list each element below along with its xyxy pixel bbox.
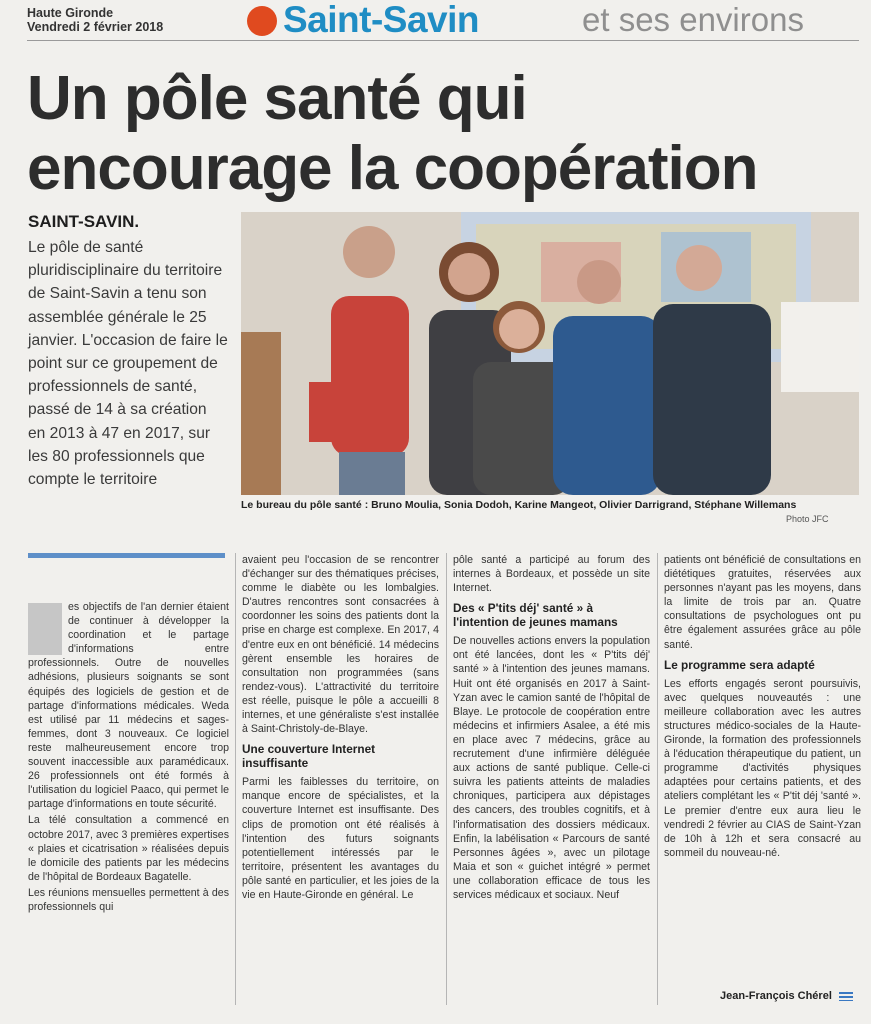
dateline: SAINT-SAVIN. bbox=[28, 212, 140, 231]
headline-line-2: encourage la coopération bbox=[27, 134, 758, 203]
masthead bbox=[0, 0, 871, 40]
lede-divider bbox=[28, 553, 225, 558]
lede-block bbox=[28, 212, 228, 491]
photo-illustration bbox=[241, 212, 859, 495]
column-divider bbox=[235, 553, 236, 1005]
paragraph: La télé consultation a commencé en octobre 2017, avec 3 premières expertises « plaies et cicatrisation » réalisées depuis le domicile des patients par les médecins de l'hôpital de Bordeaux Bagatelle. bbox=[28, 814, 229, 883]
issue-date: Vendredi 2 février 2018 bbox=[27, 20, 164, 34]
paragraph: De nouvelles actions envers la population ont été lancées, dont les « P'tits déj' santé » à l'intention des jeunes mamans. Huit ont été organisés en 2017 à Saint-Yzan avec le camion santé de l'hôpital de Blaye. Le protocole de coopération entre médecins et infirmiers Asalee, a été mis en place avec 7 médecins, grâce au recrutement d'une infirmière déléguée aux actions de santé publique. Celle-ci suivra les patients atteints de maladies chroniques, participera aux dépistages des cancers, des troubles cognitifs, et à l'informatisation des dossiers médicaux. Enfin, la labélisation « Parcours de santé Personnes âgées », avec un pilotage Maia et son « guichet intégré » permet une collaboration efficace de tous les services médicaux et sociaux. Neuf bbox=[453, 635, 650, 901]
author-name: Jean-François Chérel bbox=[720, 990, 832, 1002]
subheading: Des « P'tits déj' santé » à l'intention de jeunes mamans bbox=[453, 601, 618, 630]
column-divider bbox=[446, 553, 447, 1005]
paragraph: patients ont bénéficié de consultations en diététiques gratuites, réservées aux personnes n'ayant pas les moyens, dans la limite de trois par an. Quatre consultations de psychologues ont pu être également assurées grâce au pôle santé. bbox=[664, 554, 861, 651]
group-photo bbox=[241, 212, 859, 495]
article-column-3 bbox=[453, 553, 650, 904]
article-column-4 bbox=[664, 553, 861, 862]
section-subtitle: et ses environs bbox=[582, 1, 804, 38]
article-column-1 bbox=[28, 600, 229, 916]
column-divider bbox=[657, 553, 658, 1005]
paragraph: pôle santé a participé au forum des internes à Bordeaux, et possède un site Internet. bbox=[453, 554, 650, 595]
paragraph: Parmi les faiblesses du territoire, on manque encore de spécialistes, et la couverture Internet est insuffisante. Des clips de promotion ont été réalisés à l'intention des futurs soignants potentiellement intéressés par le territoire, présentent les avantages du pôle santé en particulier, et les joies de la vie en Haute-Gironde en général. Le bbox=[242, 776, 439, 901]
region-label: Haute Gironde bbox=[27, 6, 114, 20]
subheading: Une couverture Internet insuffisante bbox=[242, 742, 376, 771]
article-column-2 bbox=[242, 553, 439, 904]
paragraph: es objectifs de l'an dernier étaient de continuer à développer la coordination et le partage d'informations entre professionnels. Outre de nouvelles adhésions, plusieurs soignants se sont équipés des logiciels de gestion et de partage d'informations médicales. Weda est utilisé par 11 médecins et sages-femmes, dont 3 nouveaux. Ce logiciel reste malheureusement encore trop souvent inaccessible aux paramédicaux. 26 professionnels ont été formés à l'utilisation du logiciel Paaco, qui permet le partage d'informations en toute sécurité. bbox=[28, 601, 229, 811]
photo-credit: Photo JFC bbox=[786, 514, 829, 524]
paragraph: Les réunions mensuelles permettent à des professionnels qui bbox=[28, 886, 229, 913]
subheading: Le programme sera adapté bbox=[664, 657, 815, 672]
drop-cap-l bbox=[28, 603, 62, 655]
section-title: Saint-Savin bbox=[283, 0, 479, 40]
lede-text: Le pôle de santé pluridisciplinaire du territoire de Saint-Savin a tenu son assemblée générale le 25 janvier. L'occasion de faire le point sur ce groupement de professionnels de santé, passé de 14 à sa création en 2013 à 47 en 2017, sur les 80 professionnels que compte le territoire bbox=[28, 239, 228, 489]
photo-caption: Le bureau du pôle santé : Bruno Moulia, Sonia Dodoh, Karine Mangeot, Olivier Darrigrand, Stéphane Willemans bbox=[241, 499, 797, 511]
paragraph: Les efforts engagés seront poursuivis, avec quelques nouveautés : une meilleure collaboration avec les autres structures médico-sociales de la Haute-Gironde, la formation des professionnels à l'éducation thérapeutique du patient, un programme d'activités physiques adaptées pour certains patients, et des ateliers complétant les « P'tit déj 'santé ». Le premier d'entre eux aura lieu le vendredi 2 février au CIAS de Saint-Yzan de 10h à 12h et sera consacré au sommeil du nouveau-né. bbox=[664, 677, 861, 859]
paragraph: avaient peu l'occasion de se rencontrer d'échanger sur des thématiques précises, comme le diabète ou les lombalgies. D'autres rencontres sont consacrées à coordonner les soins des patients dont la prise en charge est complexe. En 2017, 4 d'entre eux en ont bénéficié. 14 médecins gèrent ensemble les horaires de consultation non programmées (sans rendez-vous). L'attractivité du territoire est réelle, puisque le pôle a accueilli 8 internes, et une généraliste s'est installée à Saint-Christoly-de-Blaye. bbox=[242, 554, 439, 736]
menu-lines-icon bbox=[839, 992, 853, 1001]
masthead-divider bbox=[27, 40, 859, 41]
article-headline bbox=[27, 64, 758, 204]
publication-info bbox=[27, 6, 163, 34]
circle-dot-icon bbox=[247, 6, 277, 36]
headline-line-1: Un pôle santé qui bbox=[27, 64, 527, 133]
author-signature bbox=[720, 990, 853, 1002]
